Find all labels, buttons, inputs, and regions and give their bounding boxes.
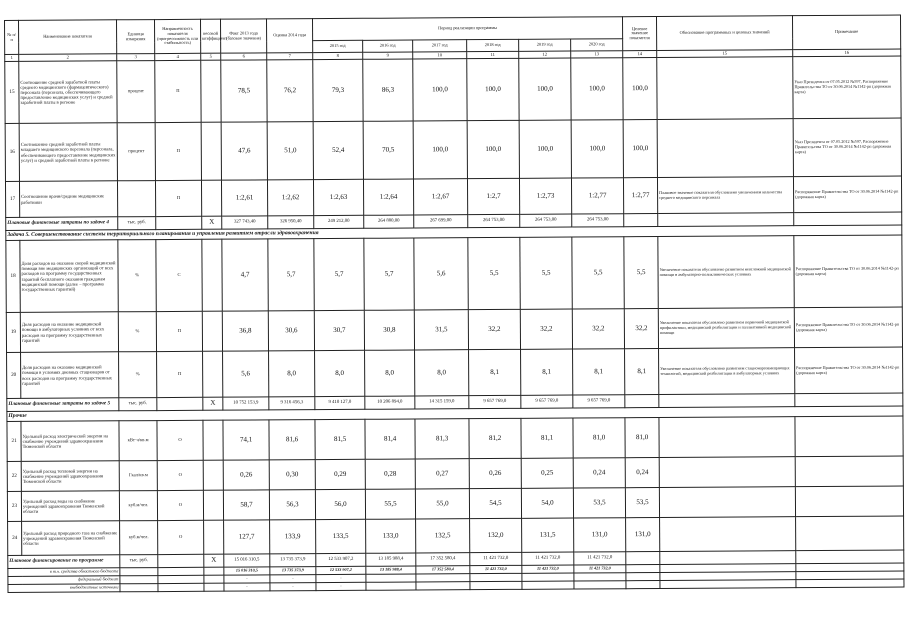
indicator-weight (203, 460, 223, 490)
indicator-unit: куб.м/чел. (119, 491, 157, 521)
value-cell: 55,0 (415, 489, 469, 519)
value-cell: 53,5 (573, 488, 625, 518)
header-estimate-2014: Оценка 2014 года (266, 19, 312, 53)
row-number: 21 (7, 421, 21, 461)
value-cell: 56,3 (269, 490, 315, 520)
indicator-name: Удельный расход природного газа на снабжение учреждений здравоохранения Тюменской области (22, 521, 120, 556)
empty-cell (660, 580, 796, 589)
empty-cell (204, 583, 224, 591)
value-cell: 100,0 (519, 120, 571, 178)
empty-cell (795, 456, 903, 487)
table-row (5, 176, 901, 217)
value-cell: 81,0 (573, 418, 625, 458)
value-cell: 1:2,77 (571, 178, 623, 214)
value-cell: 54,0 (521, 488, 573, 518)
weight-x-mark: X (203, 397, 223, 410)
financing-value: 17 352 580,4 (416, 553, 470, 566)
value-cell: 54,5 (469, 488, 521, 518)
empty-cell (794, 212, 902, 226)
financing-value: 15 016 310,5 (224, 567, 270, 575)
indicator-weight (203, 420, 223, 460)
value-cell: 81,3 (415, 419, 469, 459)
note-cell: Распоряжение Правительства ТО от 30.06.2014 №1142-рп (дорожная карта) (794, 235, 902, 308)
value-cell: 100,0 (467, 58, 519, 120)
empty-cell (626, 565, 660, 573)
empty-cell (658, 213, 794, 227)
column-number: 16 (793, 49, 901, 57)
empty-cell (120, 576, 158, 584)
column-number: 12 (519, 51, 571, 58)
target-value: 1:2,77 (624, 178, 658, 214)
empty-cell (660, 517, 796, 552)
indicator-direction: П (155, 60, 201, 122)
value-cell: 31,5 (414, 310, 468, 350)
value-cell: 30,7 (314, 310, 364, 350)
note-cell: Распоряжение Правительства ТО от 30.06.2014 №1142-рп (дорожная карта) (794, 307, 902, 348)
financing-value: - (224, 575, 270, 583)
row-number: 18 (6, 240, 20, 312)
financing-value: 9 410 127,0 (315, 396, 365, 409)
value-cell: 5,5 (572, 237, 624, 309)
financing-value (574, 581, 626, 589)
value-cell: 1:2,73 (519, 178, 571, 214)
financing-label: Плановые финансовые затраты по задаче 4 (6, 217, 118, 231)
value-cell: 133,5 (316, 519, 366, 553)
indicator-name: Удельный расход тепловой энергии на снабжение учреждений здравоохранения Тюменской области (21, 461, 119, 492)
target-value: 100,0 (623, 58, 657, 120)
indicator-weight (201, 60, 221, 122)
value-cell: 76,2 (267, 60, 313, 122)
indicator-unit: % (118, 312, 156, 352)
table-row (6, 235, 902, 312)
empty-cell (157, 397, 203, 410)
weight-x-mark: X (204, 554, 224, 567)
empty-cell (659, 417, 795, 458)
rationale-cell: Увеличение показателя обусловлено развитием неотложной медицинской помощи в амбулаторно-поликлинических условиях (658, 236, 794, 309)
note-cell: Указ Президента от 07.05.2012 №597, Распоряжение Правительства ТО от 30.06.2014 №1142-рп (дорожная карта) (793, 118, 901, 177)
value-cell: 56,0 (315, 489, 365, 519)
financing-value: 15 016 310,5 (224, 554, 270, 567)
financing-label: Плановое финансирование по программе (8, 555, 120, 569)
value-cell: 30,8 (364, 310, 414, 350)
task-5-heading: Задача 5. Совершенствование системы территориального планирования и управления развитием отрасли здравоохранения (6, 225, 902, 240)
rationale-cell (657, 57, 793, 120)
empty-cell (660, 551, 796, 565)
indicator-weight (203, 490, 223, 520)
value-cell: 1:2,64 (363, 179, 413, 215)
row-number: 16 (5, 123, 19, 181)
empty-cell (625, 395, 659, 408)
value-cell: 5,7 (364, 238, 414, 310)
rationale-cell: Плановое значение показателя обусловлено увеличением количества среднего медицинского персонала (658, 177, 794, 214)
header-year: 2019 год (519, 39, 571, 51)
financing-value: 10 206 894,0 (365, 396, 415, 409)
indicator-unit: процент (117, 61, 155, 123)
indicator-direction: О (158, 520, 204, 554)
empty-cell (120, 584, 158, 592)
value-cell: 74,1 (223, 420, 269, 460)
value-cell: 81,4 (365, 419, 415, 459)
indicator-direction: О (157, 460, 203, 490)
target-value: 81,0 (625, 418, 659, 458)
program-indicators-sheet (4, 15, 904, 632)
value-cell: 70,5 (363, 121, 413, 179)
indicator-weight (201, 180, 221, 216)
value-cell: 8,0 (415, 350, 469, 396)
empty-cell (626, 552, 660, 565)
indicator-weight (202, 311, 222, 351)
header-unit: Единица измерения (117, 20, 155, 54)
column-number: 4 (155, 53, 201, 60)
value-cell: 8,0 (269, 351, 315, 397)
indicators-table (4, 15, 905, 593)
value-cell: 100,0 (571, 58, 623, 120)
target-value: 5,5 (624, 237, 658, 309)
header-num: № п/п (5, 20, 19, 54)
empty-cell (158, 554, 204, 567)
value-cell: 0,25 (521, 458, 573, 488)
value-cell: 5,5 (468, 237, 520, 309)
header-weight: весовой коэффициент (200, 19, 220, 53)
empty-cell (796, 516, 904, 551)
row-number: 15 (5, 61, 19, 123)
financing-value: 11 421 732,0 (522, 552, 574, 565)
header-year: 2017 год (413, 40, 467, 52)
value-cell: 0,26 (469, 458, 521, 488)
indicator-unit: кВт·ч/кв.м (119, 421, 157, 461)
financing-value: 11 421 732,0 (522, 565, 574, 573)
value-cell: 81,2 (469, 418, 521, 458)
note-cell: Указ Президента от 07.05.2012 №597, Распоряжение Правительства ТО от 30.06.2014 №1142-рп (дорожная карта) (793, 56, 901, 119)
financing-value: 326 950,40 (268, 216, 314, 229)
empty-cell (626, 581, 660, 589)
value-cell: 4,7 (222, 239, 268, 311)
value-cell: 1:2,7 (467, 178, 519, 214)
column-number: 11 (467, 51, 519, 58)
financing-value: 264 880,00 (364, 215, 414, 228)
target-value: 8,1 (625, 349, 659, 395)
section-other-heading: Прочие (7, 406, 903, 421)
empty-cell (204, 575, 224, 583)
financing-value: 13 185 988,4 (366, 566, 416, 574)
row-number: 20 (7, 352, 21, 398)
value-cell: 78,5 (221, 60, 267, 122)
indicator-weight (204, 520, 224, 554)
value-cell: 5,7 (314, 238, 364, 310)
financing-value: 9 657 769,0 (521, 395, 573, 408)
value-cell: 0,28 (365, 459, 415, 489)
header-notes: Примечание (793, 15, 901, 50)
value-cell: 8,1 (521, 349, 573, 395)
value-cell: 8,1 (469, 349, 521, 395)
value-cell: 51,0 (267, 122, 313, 180)
indicator-unit: куб.м/чел. (120, 521, 158, 555)
financing-value: 267 699,00 (414, 215, 468, 228)
column-number: 1 (5, 54, 19, 61)
table-row (7, 347, 903, 398)
table-row (6, 307, 902, 352)
target-value: 53,5 (625, 488, 659, 518)
column-number: 13 (571, 51, 623, 58)
empty-cell (659, 394, 795, 408)
row-number: 17 (5, 181, 19, 217)
financing-source-label: федеральный бюджет (8, 576, 120, 585)
financing-value: 14 315 159,0 (415, 396, 469, 409)
financing-value: 11 421 732,0 (574, 552, 626, 565)
value-cell: 132,5 (416, 519, 470, 553)
financing-value: 264 753,00 (520, 214, 572, 227)
financing-value (470, 581, 522, 589)
value-cell: 86,3 (363, 59, 413, 121)
financing-unit: тыс. руб. (120, 555, 158, 568)
financing-value (366, 582, 416, 590)
financing-value: 249 212,00 (314, 215, 364, 228)
target-value: 32,2 (624, 309, 658, 349)
financing-source-label: внебюджетные источники (8, 584, 120, 593)
value-cell: 100,0 (413, 121, 467, 179)
financing-value: 9 316 456,3 (269, 397, 315, 410)
table-row (8, 516, 904, 555)
header-year: 2016 год (363, 40, 413, 52)
value-cell: 100,0 (467, 120, 519, 178)
value-cell: 52,4 (313, 121, 363, 179)
indicator-name: Доля расходов на оказание медицинской помощи в условиях дневных стационаров от всех расходов на программу государственных гарантий (21, 352, 119, 399)
empty-cell (659, 457, 795, 488)
empty-cell (795, 393, 903, 407)
value-cell: 81,5 (315, 419, 365, 459)
indicator-name: Доля расходов на оказание медицинской помощи в амбулаторных условиях от всех расходов на программу государственных гарантий (20, 312, 118, 353)
empty-cell (796, 550, 904, 564)
value-cell: 5,5 (520, 237, 572, 309)
financing-value: 264 753,00 (468, 214, 520, 227)
indicator-weight (203, 351, 223, 397)
financing-value: 9 657 769,0 (573, 395, 625, 408)
value-cell: 81,6 (269, 420, 315, 460)
row-number: 22 (7, 461, 21, 491)
rationale-cell (657, 119, 793, 178)
indicator-weight (201, 122, 221, 180)
value-cell: 79,3 (313, 59, 363, 121)
value-cell: 5,7 (268, 239, 314, 311)
value-cell: 1:2,62 (267, 180, 313, 216)
header-year: 2018 год (467, 39, 519, 51)
empty-cell (120, 568, 158, 576)
indicator-name: Удельный расход воды на снабжение учреждений здравоохранения Тюменской области (21, 491, 119, 522)
header-fact-2013: Факт 2013 года (базовое значение) (220, 19, 266, 53)
header-rationale: Обоснование программных и целевых значений (657, 16, 793, 51)
header-period: Период реализации программы (312, 17, 622, 41)
financing-value: 13 185 988,4 (366, 553, 416, 566)
indicator-direction: О (157, 420, 203, 460)
financing-value: 11 421 732,0 (470, 552, 522, 565)
value-cell: 58,7 (223, 490, 269, 520)
note-cell: Распоряжение Правительства ТО от 30.06.2014 №1142-рп (дорожная карта) (794, 176, 902, 213)
indicator-name: Соотношение средней заработной платы среднего медицинского (фармацевтического) персонала (персонала, обеспечивающего предоставление медицинских услуг) и средней заработной платы в регионе (19, 61, 117, 124)
empty-cell (626, 573, 660, 581)
financing-value: 11 421 732,0 (574, 565, 626, 573)
column-number: 14 (623, 51, 657, 58)
indicator-name: Удельный расход электрической энергии на снабжение учреждений здравоохранения Тюменской области (21, 421, 119, 462)
value-cell: 0,27 (415, 459, 469, 489)
column-number: 8 (313, 52, 363, 59)
header-year: 2020 год (571, 39, 623, 51)
indicator-unit (117, 181, 155, 217)
financing-value: - (316, 574, 366, 582)
empty-cell (795, 416, 903, 457)
financing-value: 9 657 769,0 (469, 395, 521, 408)
indicator-direction: П (155, 180, 201, 216)
financing-value (416, 582, 470, 590)
row-number: 23 (7, 491, 21, 521)
column-number: 6 (221, 53, 267, 60)
table-row (5, 56, 901, 123)
value-cell: 1:2,61 (221, 180, 267, 216)
value-cell: 8,0 (365, 350, 415, 396)
financing-unit: тыс. руб. (118, 217, 156, 230)
empty-cell (795, 486, 903, 517)
financing-value: 13 735 373,9 (270, 567, 316, 575)
column-number: 5 (201, 53, 221, 60)
value-cell: 5,6 (223, 351, 269, 397)
value-cell: 5,6 (414, 238, 468, 310)
header-direction: Направленность показателя (прогрессивность или стабильность) (155, 19, 201, 53)
value-cell: 1:2,63 (313, 179, 363, 215)
column-number: 3 (117, 54, 155, 61)
value-cell: 36,8 (222, 311, 268, 351)
value-cell: 32,2 (520, 309, 572, 349)
value-cell: 32,2 (468, 309, 520, 349)
indicator-direction: П (157, 351, 203, 397)
value-cell: 100,0 (413, 59, 467, 121)
financing-value: 12 533 907,2 (316, 566, 366, 574)
empty-cell (156, 216, 202, 229)
target-value: 100,0 (623, 120, 657, 178)
value-cell: 131,5 (522, 518, 574, 552)
rationale-cell: Увеличение показателя обусловлено развитием стационарозамещающих технологий, медицинской реабилитации в амбулаторных условиях (659, 348, 795, 395)
indicator-name: Доля расходов на оказание скорой медицинской помощи вне медицинских организаций от всех расходов на программу государственных гарантий бесплатного оказания гражданам медицинской помощи (далее – программа государственных гарантий) (20, 240, 118, 313)
value-cell: 0,24 (573, 458, 625, 488)
value-cell: 133,9 (270, 520, 316, 554)
financing-label: Плановые финансовые затраты по задаче 5 (7, 398, 119, 412)
financing-value: 10 752 153,9 (223, 397, 269, 410)
financing-value: - (316, 582, 366, 590)
note-cell: Распоряжение Правительства ТО от 30.06.2014 №1142-рп (дорожная карта) (795, 347, 903, 394)
header-row-top (5, 15, 901, 42)
column-number: 9 (363, 52, 413, 59)
financing-unit: тыс. руб. (119, 398, 157, 411)
value-cell: 127,7 (224, 520, 270, 554)
column-number: 2 (19, 54, 117, 62)
indicator-direction: П (156, 311, 202, 351)
financing-value: 13 735 373,9 (270, 554, 316, 567)
empty-cell (796, 579, 904, 588)
value-cell: 133,0 (366, 519, 416, 553)
header-year: 2015 год (313, 40, 363, 52)
value-cell: 8,1 (573, 349, 625, 395)
empty-cell (624, 214, 658, 227)
value-cell: 81,1 (521, 418, 573, 458)
empty-cell (158, 583, 204, 591)
target-value: 0,24 (625, 458, 659, 488)
table-row (7, 416, 903, 461)
empty-cell (158, 575, 204, 583)
column-number: 15 (657, 50, 793, 58)
financing-value: 12 533 907,2 (316, 553, 366, 566)
indicator-direction: С (156, 239, 202, 311)
empty-cell (204, 567, 224, 575)
table-row (5, 118, 901, 181)
financing-value: 327 743,40 (222, 216, 268, 229)
weight-x-mark: X (202, 216, 222, 229)
value-cell: 1:2,67 (413, 179, 467, 215)
value-cell: 47,6 (221, 122, 267, 180)
financing-value (522, 581, 574, 589)
indicator-unit: % (119, 352, 157, 398)
value-cell: 132,0 (470, 518, 522, 552)
value-cell: 100,0 (571, 120, 623, 178)
target-value: 131,0 (626, 518, 660, 552)
indicator-unit: % (118, 240, 156, 312)
financing-value: - (224, 583, 270, 591)
row-number: 24 (8, 521, 22, 555)
header-name: Наименование показателя (19, 20, 117, 55)
financing-value: 264 753,00 (572, 214, 624, 227)
value-cell: 131,0 (574, 518, 626, 552)
header-target: Целевое значение показателя (623, 17, 657, 51)
value-cell: 0,30 (269, 460, 315, 490)
column-number: 7 (267, 53, 313, 60)
financing-value: - (270, 575, 316, 583)
value-cell: 55,5 (365, 489, 415, 519)
row-number: 19 (6, 312, 20, 352)
rationale-cell: Увеличение показателя обусловлено развитием первичной медицинской профилактики, медицинской реабилитации и паллиативной медицинской помощи (658, 308, 794, 349)
value-cell: 32,2 (572, 309, 624, 349)
financing-value: 17 352 580,4 (416, 566, 470, 574)
value-cell: 8,0 (315, 350, 365, 396)
indicator-name: Соотношение врачи/средние медицинские работники (19, 181, 117, 218)
indicator-unit: Гкал/кв.м (119, 461, 157, 491)
value-cell: 0,29 (315, 459, 365, 489)
indicator-weight (202, 239, 222, 311)
financing-value: - (270, 583, 316, 591)
empty-cell (659, 487, 795, 518)
indicator-name: Соотношение средней заработной платы младшего медицинского персонала (персонала, обеспечивающего предоставление медицинских услуг) и средней заработной платы в регионе (19, 123, 117, 182)
column-number: 10 (413, 52, 467, 59)
financing-source-label: в т.ч. средства областного бюджета (8, 568, 120, 577)
value-cell: 30,6 (268, 311, 314, 351)
value-cell: 0,26 (223, 460, 269, 490)
value-cell: 100,0 (519, 58, 571, 120)
financing-value: 11 421 732,0 (470, 565, 522, 573)
indicator-direction: О (157, 490, 203, 520)
indicator-direction: П (155, 122, 201, 180)
indicator-unit: процент (117, 123, 155, 181)
